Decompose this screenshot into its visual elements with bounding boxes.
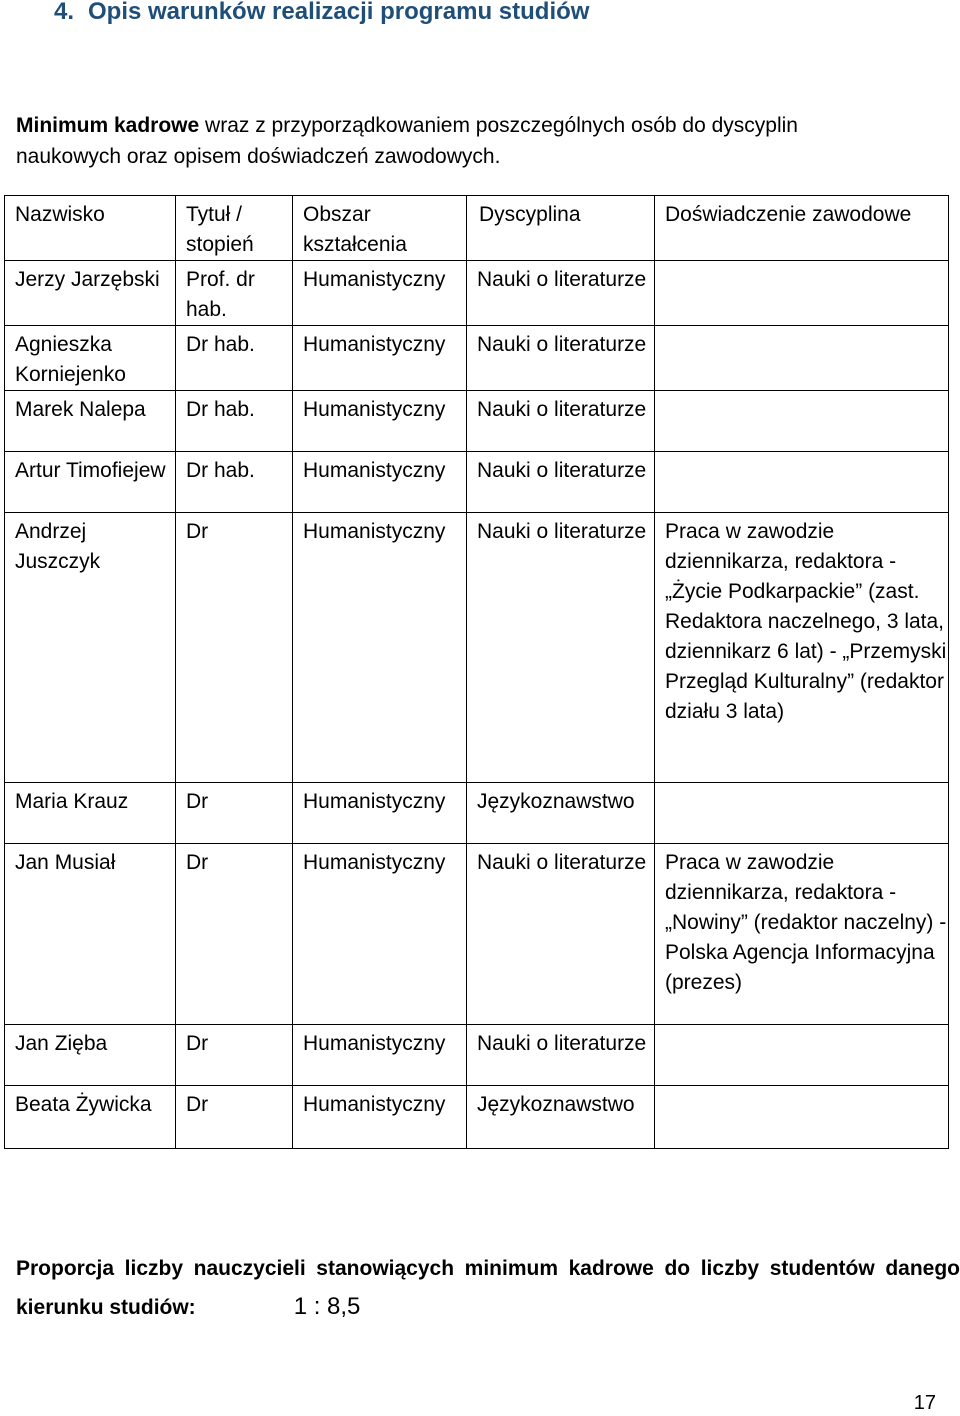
header-experience: Doświadczenie zawodowe (655, 196, 949, 261)
cell-title: Dr (176, 783, 293, 844)
table-row (5, 513, 949, 783)
cell-discipline: Językoznawstwo (467, 1086, 655, 1149)
cell-area: Humanistyczny (293, 326, 467, 391)
intro-paragraph (16, 110, 916, 172)
cell-discipline: Nauki o literaturze (467, 513, 655, 783)
cell-title: Dr hab. (176, 452, 293, 513)
cell-name: Marek Nalepa (5, 391, 176, 452)
cell-name: Andrzej Juszczyk (5, 513, 176, 783)
cell-name: Artur Timofiejew (5, 452, 176, 513)
cell-discipline: Nauki o literaturze (467, 452, 655, 513)
header-discipline: Dyscyplina (467, 196, 655, 261)
cell-title: Dr hab. (176, 326, 293, 391)
cell-name: Jerzy Jarzębski (5, 261, 176, 326)
table-header-row (5, 196, 949, 261)
ratio-value: 1 : 8,5 (293, 1293, 361, 1320)
ratio-paragraph (16, 1250, 960, 1327)
cell-name: Beata Żywicka (5, 1086, 176, 1149)
table-row (5, 1025, 949, 1086)
cell-discipline: Nauki o literaturze (467, 844, 655, 1025)
cell-name: Jan Musiał (5, 844, 176, 1025)
cell-title: Dr (176, 844, 293, 1025)
cell-experience (655, 391, 949, 452)
table-row (5, 1086, 949, 1149)
table-row (5, 391, 949, 452)
cell-name: Jan Zięba (5, 1025, 176, 1086)
table-row (5, 326, 949, 391)
cell-discipline: Nauki o literaturze (467, 326, 655, 391)
cell-discipline: Językoznawstwo (467, 783, 655, 844)
table-row (5, 844, 949, 1025)
cell-discipline: Nauki o literaturze (467, 261, 655, 326)
cell-title: Dr (176, 1025, 293, 1086)
cell-area: Humanistyczny (293, 1086, 467, 1149)
table-row (5, 261, 949, 326)
cell-area: Humanistyczny (293, 844, 467, 1025)
cell-title: Prof. dr hab. (176, 261, 293, 326)
section-title: Opis warunków realizacji programu studiów (88, 0, 590, 25)
cell-title: Dr (176, 513, 293, 783)
cell-title: Dr (176, 1086, 293, 1149)
cell-experience: Praca w zawodzie dziennikarza, redaktora - „Życie Podkarpackie” (zast. Redaktora naczelnego, 3 lata, dziennikarz 6 lat) - „Przemyski Przegląd Kulturalny” (redaktor działu 3 lata) (655, 513, 949, 783)
intro-bold: Minimum kadrowe (16, 114, 200, 137)
cell-discipline: Nauki o literaturze (467, 1025, 655, 1086)
staff-table (4, 195, 949, 1149)
ratio-label: kierunku studiów: (16, 1296, 196, 1319)
cell-area: Humanistyczny (293, 452, 467, 513)
header-name: Nazwisko (5, 196, 176, 261)
cell-area: Humanistyczny (293, 783, 467, 844)
cell-title: Dr hab. (176, 391, 293, 452)
intro-line2: naukowych oraz opisem doświadczeń zawodowych. (16, 145, 501, 168)
cell-experience (655, 1086, 949, 1149)
cell-experience (655, 1025, 949, 1086)
cell-experience (655, 261, 949, 326)
header-title: Tytuł / stopień (176, 196, 293, 261)
table-row (5, 452, 949, 513)
cell-area: Humanistyczny (293, 261, 467, 326)
cell-experience (655, 783, 949, 844)
ratio-line2 (16, 1288, 960, 1327)
page-number: 17 (913, 1392, 936, 1414)
cell-name: Maria Krauz (5, 783, 176, 844)
cell-name: Agnieszka Korniejenko (5, 326, 176, 391)
section-number: 4. (54, 0, 75, 25)
table-row (5, 783, 949, 844)
ratio-line1: Proporcja liczby nauczycieli stanowiących minimum kadrowe do liczby studentów danego (16, 1257, 960, 1280)
cell-experience (655, 326, 949, 391)
cell-area: Humanistyczny (293, 513, 467, 783)
intro-rest: wraz z przyporządkowaniem poszczególnych osób do dyscyplin (199, 114, 798, 137)
cell-experience: Praca w zawodzie dziennikarza, redaktora - „Nowiny” (redaktor naczelny) - Polska Agencja Informacyjna (prezes) (655, 844, 949, 1025)
cell-discipline: Nauki o literaturze (467, 391, 655, 452)
cell-experience (655, 452, 949, 513)
header-area: Obszar kształcenia (293, 196, 467, 261)
cell-area: Humanistyczny (293, 391, 467, 452)
cell-area: Humanistyczny (293, 1025, 467, 1086)
